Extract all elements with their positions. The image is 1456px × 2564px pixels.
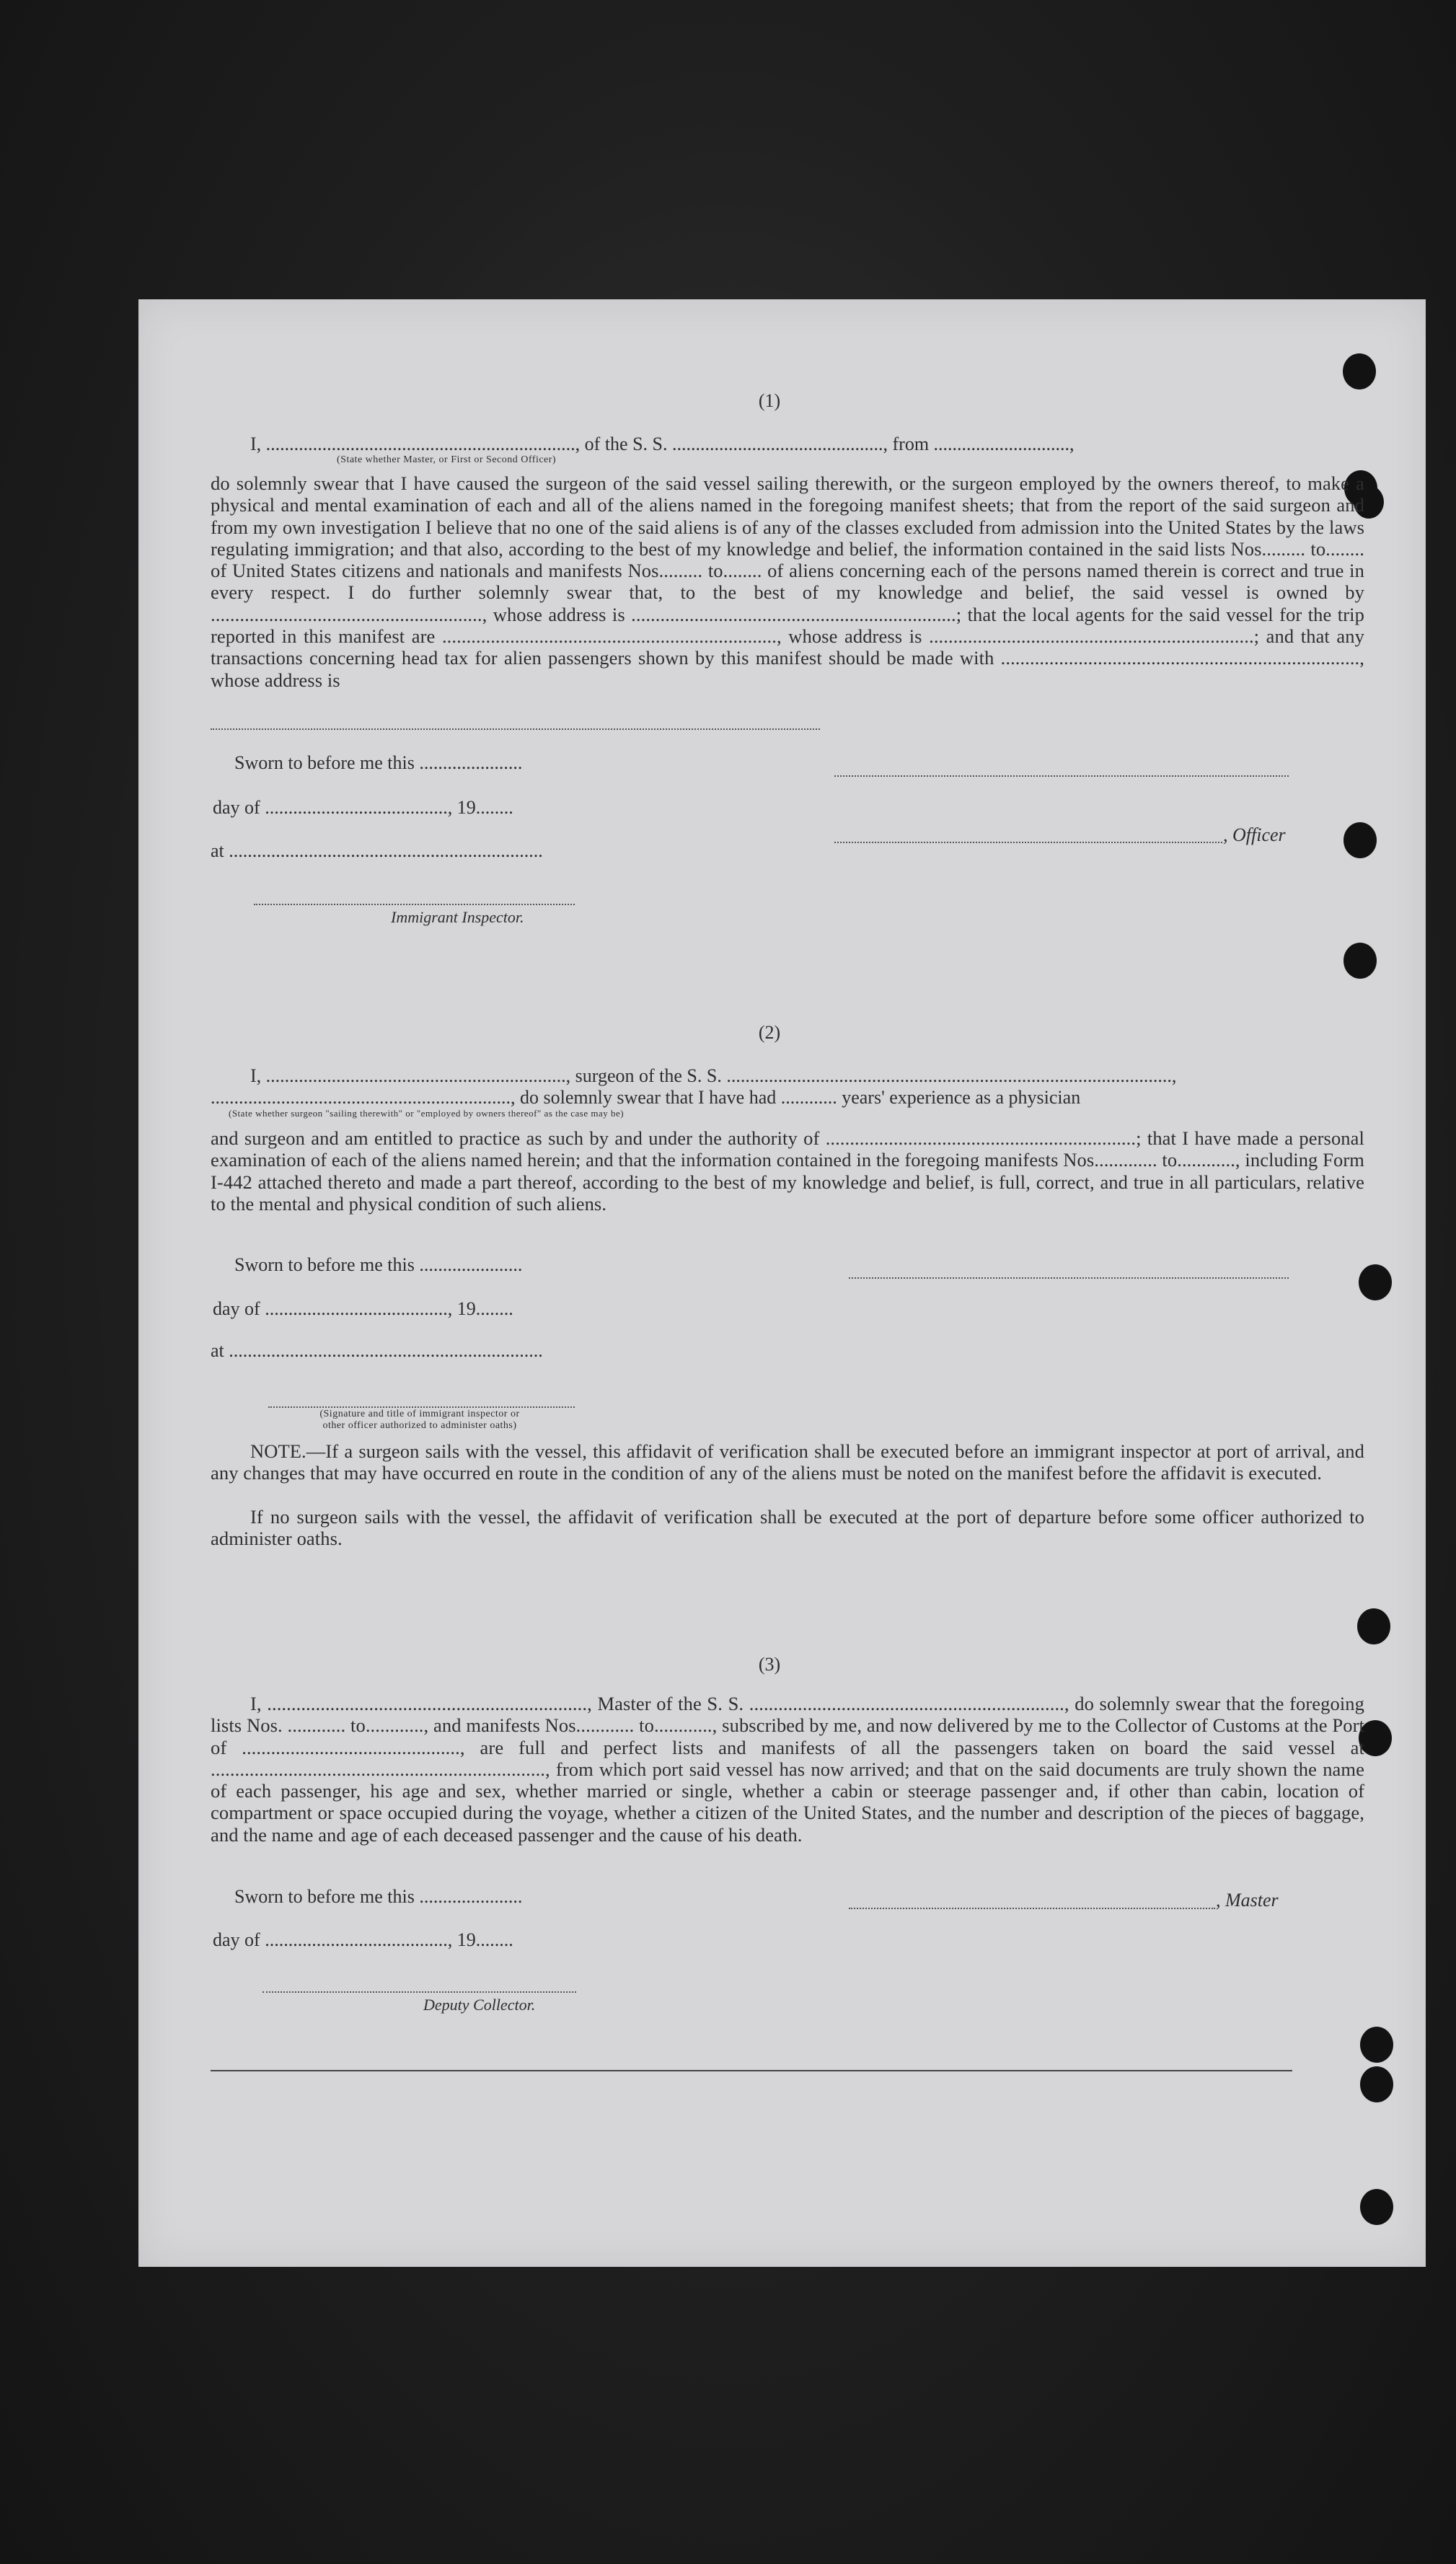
section1-oath-line: I, .................................................................., of the S. S. ............................................., from ............................., [250,433,1075,454]
punch-hole [1357,1608,1390,1644]
section1-inspector-line [254,904,575,905]
section2-line1: I, ................................................................, surgeon of the S. S. ..............................................................................................., [250,1065,1177,1086]
section2-at: at ................................................................... [211,1340,543,1361]
section3-collector-line [262,1991,576,1993]
section1-officer-label: , Officer [1223,824,1286,845]
section1-officer-caption: (State whether Master, or First or Second Officer) [337,454,557,465]
section1-sworn: Sworn to before me this ...................... [234,752,523,773]
section2-sig-caption-1: (Signature and title of immigrant inspector or [319,1409,520,1419]
section2-line2: ................................................................, do solemnly swear that I have had ............ years' experience as a physician [211,1087,1081,1108]
punch-hole [1360,2189,1393,2225]
section2-heading: (2) [758,1022,781,1043]
section3-master-line [849,1908,1215,1909]
section3-collector-label: Deputy Collector. [423,1996,536,2014]
section1-day: day of ......................................., 19........ [213,797,513,818]
section3-oath-body: I, .................................................................., Master of the S. S. ................................................................., do solemnly swear that the foregoing lists Nos. ............ to............, and manifests Nos............ to............, subscribed by me, and now delivered by me to the Collector of Customs at the Port of ............................................., are full and perfect lists and manifests of all the passengers taken on board the said vessel at ....................................................................., from which port said vessel has now arrived; and that on the said documents are truly shown the name of each passenger, his age and sex, whether married or single, whether a cabin or steerage passenger and, if other than cabin, location of compartment or space occupied during the voyage, whether a citizen of the United States, and the number and description of the pieces of baggage, and the name and age of each deceased passenger and the cause of his death. [211,1693,1364,1846]
section2-oath-body: and surgeon and am entitled to practice as such by and under the authority of ................................................................; that I have made a personal examination of each of the aliens named herein; and that the information contained in the foregoing manifests Nos............. to............, including Form I-442 attached thereto and made a part thereof, according to the best of my knowledge and belief, is full, correct, and true in all particulars, relative to the mental and physical condition of such aliens. [211,1127,1364,1215]
section2-note-1: NOTE.—If a surgeon sails with the vessel, this affidavit of verification shall be executed before an immigrant inspector at port of arrival, and any changes that may have occurred en route in the condition of any of the aliens must be noted on the manifest before the affidavit is executed. [211,1440,1364,1484]
section1-oath-body: do solemnly swear that I have caused the surgeon of the said vessel sailing therewith, or the surgeon employed by the owners thereof, to make a physical and mental examination of each and all of the aliens named in the foregoing manifest sheets; that from the report of the said surgeon and from my own investigation I believe that no one of the said aliens is of any of the classes excluded from admission into the United States by the laws regulating immigration; and that also, according to the best of my knowledge and belief, the information contained in the said lists Nos......... to........ of United States citizens and nationals and manifests Nos......... to........ of aliens concerning each of the persons named therein is correct and true in every respect. I do further solemnly swear that, to the best of my knowledge and belief, the said vessel is owned by ........................................................, whose address is ...................................................................; that the local agents for the said vessel for the trip reported in this manifest are ....................................................................., whose address is ...................................................................; and that any transactions concerning head tax for alien passengers shown by this manifest should be made with .........................................................................., whose address is [211,472,1364,691]
section2-sig-caption-2: other officer authorized to administer oaths) [322,1420,517,1431]
section3-sworn: Sworn to before me this ...................... [234,1886,523,1907]
section3-day: day of ......................................., 19........ [213,1929,513,1950]
section2-surgeon-caption: (State whether surgeon "sailing therewith" or "employed by owners thereof" as the case may be) [229,1108,625,1119]
section3-master-label: , Master [1216,1890,1279,1911]
section1-officer-line [834,842,1222,843]
punch-hole [1359,1264,1392,1300]
section2-inspector-line [268,1406,575,1408]
section1-address-line [211,728,820,730]
bottom-rule [211,2070,1292,2071]
punch-hole [1360,2027,1393,2063]
section3-heading: (3) [758,1654,781,1675]
punch-hole [1344,943,1377,979]
section2-signature-line [849,1277,1289,1279]
punch-hole [1344,822,1377,858]
section1-heading: (1) [758,390,781,411]
punch-hole [1360,2066,1393,2102]
document-page [138,299,1426,2267]
punch-hole [1343,353,1376,389]
section2-note-2: If no surgeon sails with the vessel, the affidavit of verification shall be executed at the port of departure before some officer authorized to administer oaths. [211,1506,1364,1550]
section2-day: day of ......................................., 19........ [213,1298,513,1319]
section2-sworn: Sworn to before me this ...................... [234,1254,523,1275]
section1-at: at ................................................................... [211,840,543,861]
section1-signature-line [834,775,1289,777]
section1-inspector-label: Immigrant Inspector. [391,908,524,926]
